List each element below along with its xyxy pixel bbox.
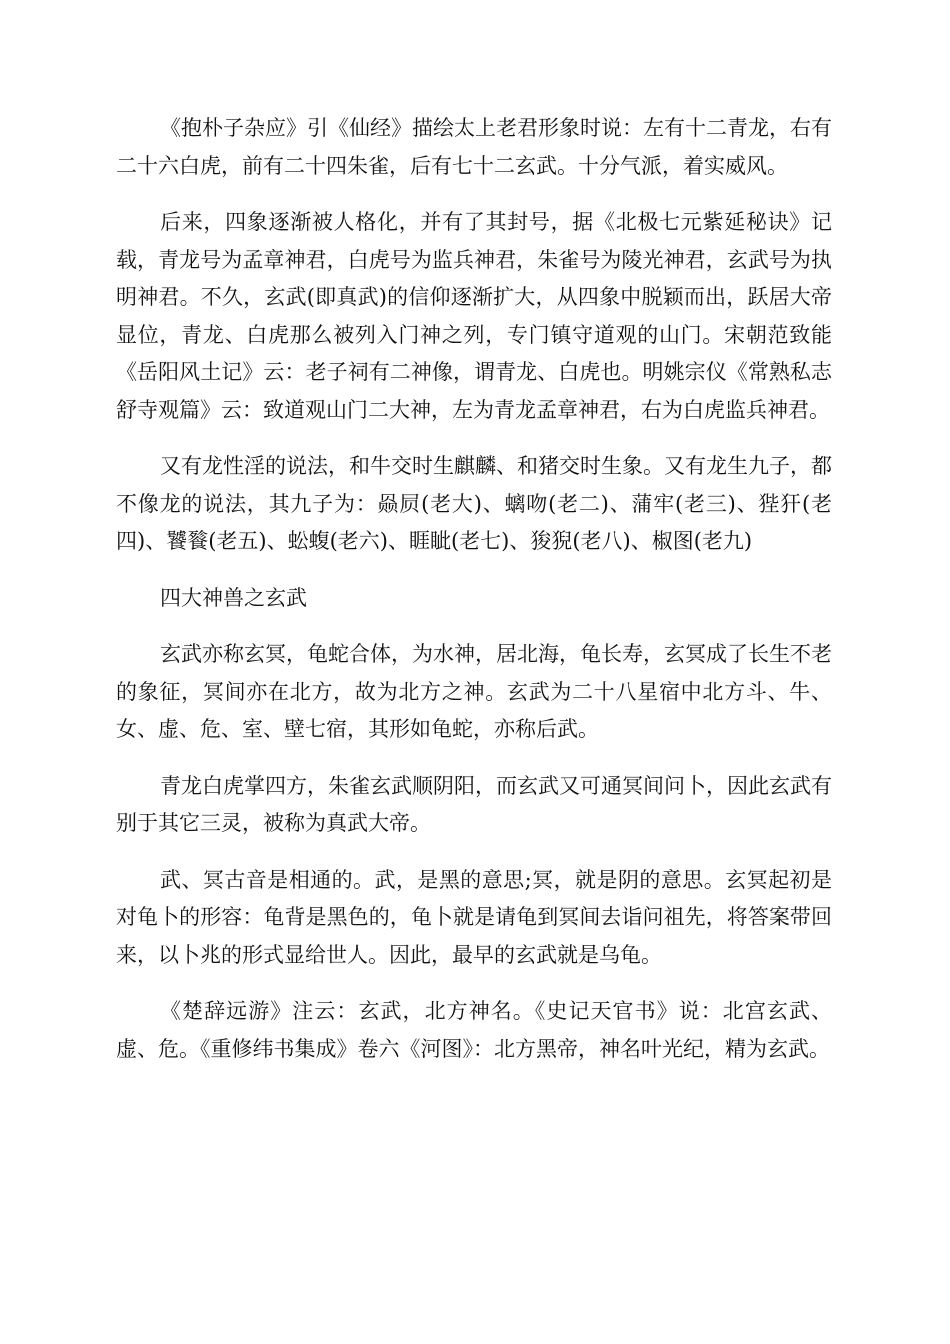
section-heading: 四大神兽之玄武 bbox=[160, 585, 307, 610]
paragraph-2: 后来，四象逐渐被人格化，并有了其封号，据《北极七元紫延秘诀》记载，青龙号为孟章神君，白虎号为监兵神君，朱雀号为陵光神君，玄武号为执明神君。不久，玄武(即真武)的信仰逐渐扩大，从四象中脱颖而出，跃居大帝显位，青龙、白虎那么被列入门神之列，专门镇守道观的山门。宋朝范致能《岳阳风土记》云：老子祠有二神像，谓青龙、白虎也。明姚宗仪《常熟私志舒寺观篇》云：致道观山门二大神，左为青龙孟章神君，右为白虎监兵神君。 bbox=[116, 210, 832, 422]
paragraph-1: 《抱朴子杂应》引《仙经》描绘太上老君形象时说：左有十二青龙，右有二十六白虎，前有二十四朱雀，后有七十二玄武。十分气派，着实威风。 bbox=[116, 116, 832, 178]
paragraph-7: 《楚辞远游》注云：玄武，北方神名。《史记天官书》说：北宫玄武、虚、危。《重修纬书集成》卷六《河图》：北方黑帝，神名叶光纪，精为玄武。 bbox=[116, 999, 832, 1061]
paragraph-3: 又有龙性淫的说法，和牛交时生麒麟、和猪交时生象。又有龙生九子，都不像龙的说法，其九子为：赑屃(老大)、螭吻(老二)、蒲牢(老三)、狴犴(老四)、饕餮(老五)、蚣蝮(老六)、睚眦(老七)、狻猊(老八)、椒图(老九) bbox=[116, 454, 832, 553]
document-page bbox=[116, 110, 832, 1087]
paragraph-4: 玄武亦称玄冥，龟蛇合体，为水神，居北海，龟长寿，玄冥成了长生不老的象征，冥间亦在北方，故为北方之神。玄武为二十八星宿中北方斗、牛、女、虚、危、室、壁七宿，其形如龟蛇，亦称后武。 bbox=[116, 642, 832, 741]
paragraph-5: 青龙白虎掌四方，朱雀玄武顺阴阳，而玄武又可通冥间问卜，因此玄武有别于其它三灵，被称为真武大帝。 bbox=[116, 773, 832, 835]
paragraph-6: 武、冥古音是相通的。武，是黑的意思;冥，就是阴的意思。玄冥起初是对龟卜的形容：龟背是黑色的，龟卜就是请龟到冥间去诣问祖先，将答案带回来，以卜兆的形式显给世人。因此，最早的玄武就是乌龟。 bbox=[116, 867, 832, 967]
